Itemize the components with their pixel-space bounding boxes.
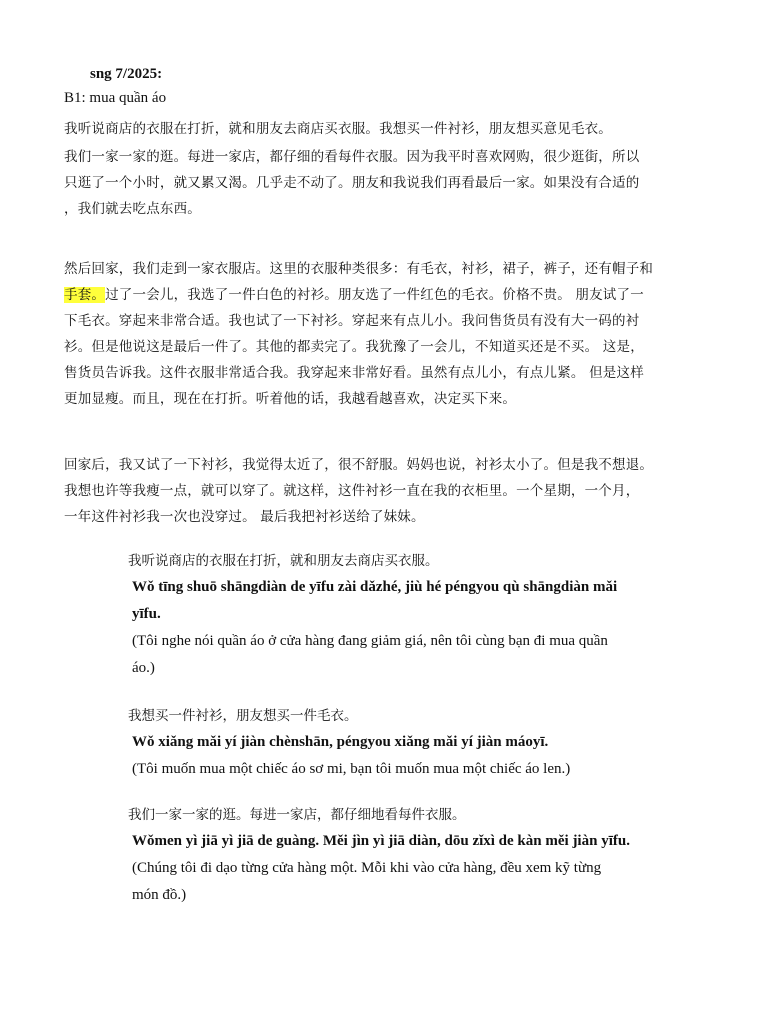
example-pinyin-continued: yīfu. (132, 606, 161, 622)
paragraph-2-line-1: 我们一家一家的逛。每进一家店，都仔细的看每件衣服。因为我平时喜欢网购，很少逛街，所以 (64, 149, 640, 165)
paragraph-2-line-3: ，我们就去吃点东西。 (64, 201, 201, 217)
paragraph-3-line-4: 衫。但是他说这是最后一件了。其他的都卖完了。我犹豫了一会儿，不知道买还是不买。 这是， (64, 339, 644, 355)
date-heading: sng 7/2025: (90, 66, 163, 82)
highlighted-text: 手套。 (64, 287, 106, 303)
paragraph-4 (64, 452, 704, 530)
example-chinese: 我听说商店的衣服在打折，就和朋友去商店买衣服。 (128, 553, 439, 569)
example-translation: (Chúng tôi đi dạo từng cửa hàng một. Mỗi khi vào cửa hàng, đều xem kỹ từng (132, 860, 602, 876)
paragraph-4-line-3: 一年这件衬衫我一次也没穿过。 最后我把衬衫送给了妹妹。 (64, 509, 425, 525)
paragraph-4-line-2: 我想也许等我瘦一点，就可以穿了。就这样，这件衬衫一直在我的衣柜里。一个星期，一个月， (64, 483, 640, 499)
lesson-title: B1: mua quần áo (64, 90, 167, 106)
example-translation-continued: áo.) (132, 660, 155, 676)
paragraph-3-line-1: 然后回家，我们走到一家衣服店。这里的衣服种类很多：有毛衣，衬衫，裙子，裤子，还有帽子和 (64, 261, 654, 277)
example-sentence-3 (128, 802, 718, 909)
paragraph-3-line-3: 下毛衣。穿起来非常合适。我也试了一下衬衫。穿起来有点儿小。我问售货员有没有大一码的衬 (64, 313, 640, 329)
example-pinyin: Wǒ xiǎng mǎi yí jiàn chènshān, péngyou xiǎng mǎi yí jiàn máoyī. (132, 734, 549, 750)
example-translation-continued: món đồ.) (132, 887, 187, 903)
paragraph-3 (64, 256, 704, 412)
paragraph-3-line-2 (64, 282, 704, 308)
paragraph-2 (64, 144, 704, 222)
paragraph-3-line-2-rest: 过了一会儿，我选了一件白色的衬衫。朋友选了一件红色的毛衣。价格不贵。 朋友试了一 (105, 287, 644, 303)
example-chinese: 我想买一件衬衫，朋友想买一件毛衣。 (128, 708, 358, 724)
paragraph-4-line-1: 回家后，我又试了一下衬衫，我觉得太近了，很不舒服。妈妈也说，衬衫太小了。但是我不想退。 (64, 457, 654, 473)
paragraph-3-line-5: 售货员告诉我。这件衣服非常适合我。我穿起来非常好看。虽然有点儿小，有点儿紧。 但是这样 (64, 365, 644, 381)
paragraph-2-line-2: 只逛了一个小时，就又累又渴。几乎走不动了。朋友和我说我们再看最后一家。如果没有合适的 (64, 175, 640, 191)
example-pinyin: Wǒ tīng shuō shāngdiàn de yīfu zài dǎzhé, jiù hé péngyou qù shāngdiàn mǎi (132, 579, 618, 595)
paragraph-1 (64, 116, 704, 142)
paragraph-1-line: 我听说商店的衣服在打折，就和朋友去商店买衣服。我想买一件衬衫，朋友想买意见毛衣。 (64, 121, 612, 137)
example-sentence-2 (128, 703, 718, 783)
paragraph-3-line-6: 更加显瘦。而且，现在在打折。听着他的话，我越看越喜欢，决定买下来。 (64, 391, 517, 407)
example-translation: (Tôi muốn mua một chiếc áo sơ mi, bạn tôi muốn mua một chiếc áo len.) (132, 761, 571, 777)
example-translation: (Tôi nghe nói quần áo ở cửa hàng đang giảm giá, nên tôi cùng bạn đi mua quần (132, 633, 608, 649)
example-sentence-1 (128, 548, 718, 682)
example-chinese: 我们一家一家的逛。每进一家店，都仔细地看每件衣服。 (128, 807, 466, 823)
example-pinyin: Wǒmen yì jiā yì jiā de guàng. Měi jìn yì jiā diàn, dōu zǐxì de kàn měi jiàn yīfu. (132, 833, 630, 849)
